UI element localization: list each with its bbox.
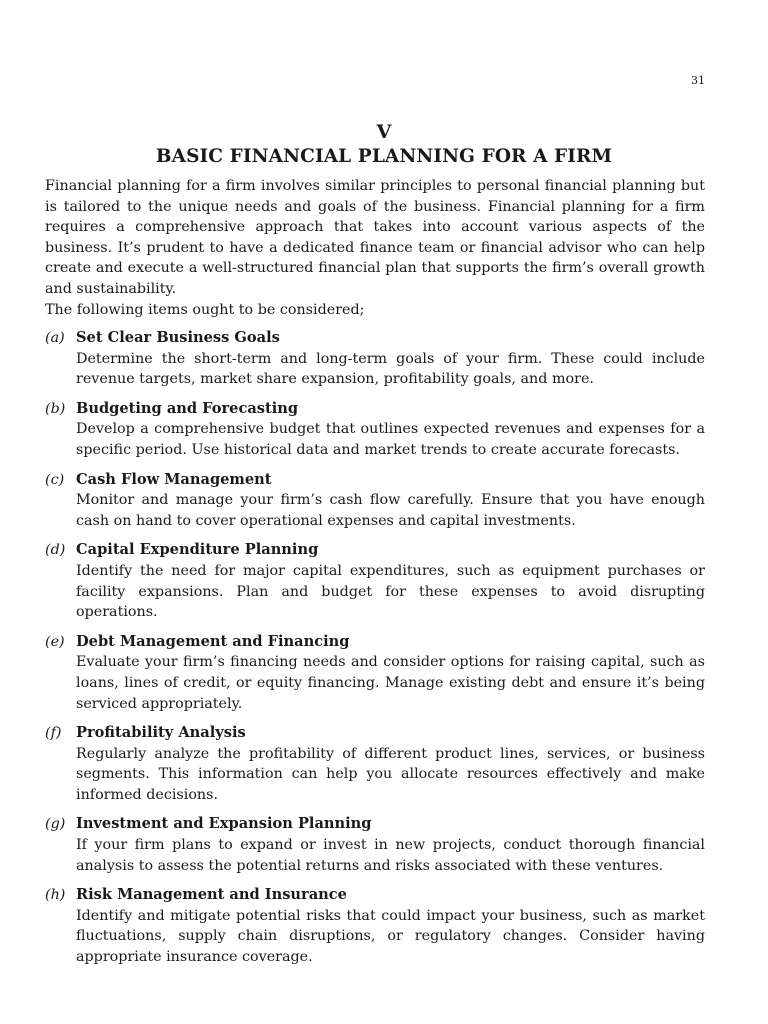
item-marker: (a) — [45, 330, 65, 346]
item-marker: (d) — [45, 542, 66, 559]
item-description: Develop a comprehensive budget that outlines expected revenues and expenses for a specific period. Use historical data and market trends to create accurate forecasts. — [76, 421, 705, 458]
chapter-title: BASIC FINANCIAL PLANNING FOR A FIRM — [155, 146, 613, 167]
list-item — [45, 885, 705, 967]
item-title: Cash Flow Management — [76, 470, 272, 488]
item-description: Identify and mitigate potential risks that could impact your business, such as market fluctuations, supply chain disruptions, or regulatory changes. Consider having appropriate insurance coverage. — [76, 907, 705, 966]
item-marker: (b) — [45, 400, 66, 417]
list-item — [45, 399, 705, 461]
item-title: Capital Expenditure Planning — [76, 541, 319, 559]
item-description: Regularly analyze the profitability of different product lines, services, or business segments. This information can help you allocate resources effectively and make informed decisions. — [76, 745, 705, 803]
chapter-numeral: V — [376, 121, 392, 143]
item-description: Monitor and manage your firm’s cash flow carefully. Ensure that you have enough cash on hand to cover operational expenses and capital investments. — [76, 492, 705, 529]
list-item — [45, 540, 705, 622]
item-title: Debt Management and Financing — [76, 632, 350, 650]
page-number: 31 — [691, 74, 705, 87]
item-marker: (f) — [45, 725, 62, 742]
item-marker: (c) — [45, 471, 65, 488]
list-item — [45, 723, 705, 805]
intro-paragraph: Financial planning for a firm involves similar principles to personal financial planning but is tailored to the unique needs and goals of the business. Financial planning for a firm requires a comprehensive approach that takes into account various aspects of the business. It’s prudent to have a dedicated finance team or financial advisor who can help create and execute a well-structured financial plan that supports the firm’s overall growth and sustainability. — [45, 178, 705, 297]
item-title: Profitability Analysis — [76, 724, 246, 742]
list-item — [45, 328, 705, 390]
considerations-list — [45, 328, 705, 977]
list-item — [45, 632, 705, 714]
intro-section — [45, 176, 705, 320]
list-item — [45, 470, 705, 532]
item-description: Evaluate your firm’s financing needs and consider options for raising capital, such as loans, lines of credit, or equity financing. Manage existing debt and ensure it’s being serviced appropriately. — [76, 654, 705, 712]
item-title: Budgeting and Forecasting — [76, 399, 299, 417]
item-marker: (h) — [45, 887, 66, 904]
item-description: Determine the short-term and long-term goals of your firm. These could include revenue targets, market share expansion, profitability goals, and more. — [76, 350, 705, 388]
item-title: Risk Management and Insurance — [76, 886, 347, 904]
item-description: Identify the need for major capital expenditures, such as equipment purchases or facility expansions. Plan and budget for these expenses to avoid disrupting operations. — [76, 562, 705, 621]
item-marker: (g) — [45, 816, 66, 833]
item-title: Investment and Expansion Planning — [76, 815, 372, 833]
intro-lead-in: The following items ought to be considered; — [45, 301, 365, 318]
list-item — [45, 814, 705, 876]
item-marker: (e) — [45, 633, 65, 650]
item-title: Set Clear Business Goals — [76, 329, 280, 346]
item-description: If your firm plans to expand or invest in new projects, conduct thorough financial analysis to assess the potential returns and risks associated with these ventures. — [76, 837, 705, 874]
